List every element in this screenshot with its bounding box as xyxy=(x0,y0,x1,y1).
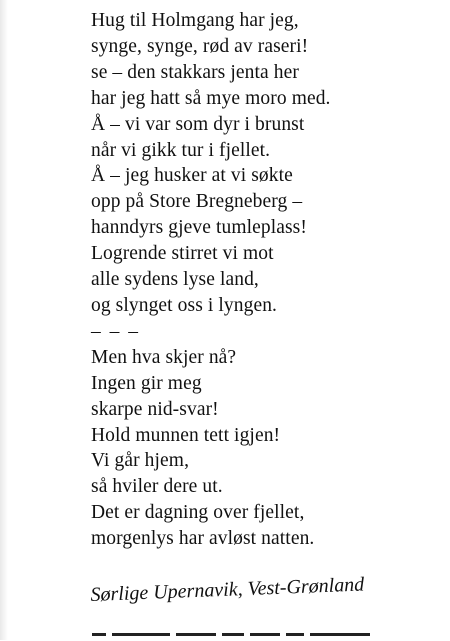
poem-line: Hug til Holmgang har jeg, xyxy=(91,10,299,31)
poem-line: Vi går hjem, xyxy=(91,450,190,472)
page-edge-shadow xyxy=(0,0,8,640)
poem-line: morgenlys har avløst natten. xyxy=(91,528,315,550)
poem-text xyxy=(91,8,331,552)
poem-line: se – den stakkars jenta her xyxy=(91,61,299,83)
poem-line: Men hva skjer nå? xyxy=(91,346,237,368)
stanza-separator: – – – xyxy=(91,320,140,342)
poem-signature: Sørlige Upernavik, Vest-Grønland xyxy=(90,573,365,607)
poem-line: så hviler dere ut. xyxy=(91,476,223,498)
poem-line: Ingen gir meg xyxy=(91,372,202,394)
poem-line: skarpe nid-svar! xyxy=(91,398,219,420)
poem-line: og slynget oss i lyngen. xyxy=(91,294,278,316)
poem-line: har jeg hatt så mye moro med. xyxy=(91,87,331,109)
poem-line: opp på Store Bregneberg – xyxy=(91,191,303,213)
poem-line: Å – vi var som dyr i brunst xyxy=(91,113,305,135)
poem-line: Å – jeg husker at vi søkte xyxy=(91,165,293,187)
poem-line: Logrende stirret vi mot xyxy=(91,243,274,265)
poem-line: hanndyrs gjeve tumleplass! xyxy=(91,217,307,239)
poem-line: alle sydens lyse land, xyxy=(91,269,259,291)
poem-line: når vi gikk tur i fjellet. xyxy=(91,139,271,161)
poem-line: Det er dagning over fjellet, xyxy=(91,502,305,524)
poem-line: Hold munnen tett igjen! xyxy=(91,424,281,446)
poem-line: synge, synge, rød av raseri! xyxy=(91,35,309,57)
